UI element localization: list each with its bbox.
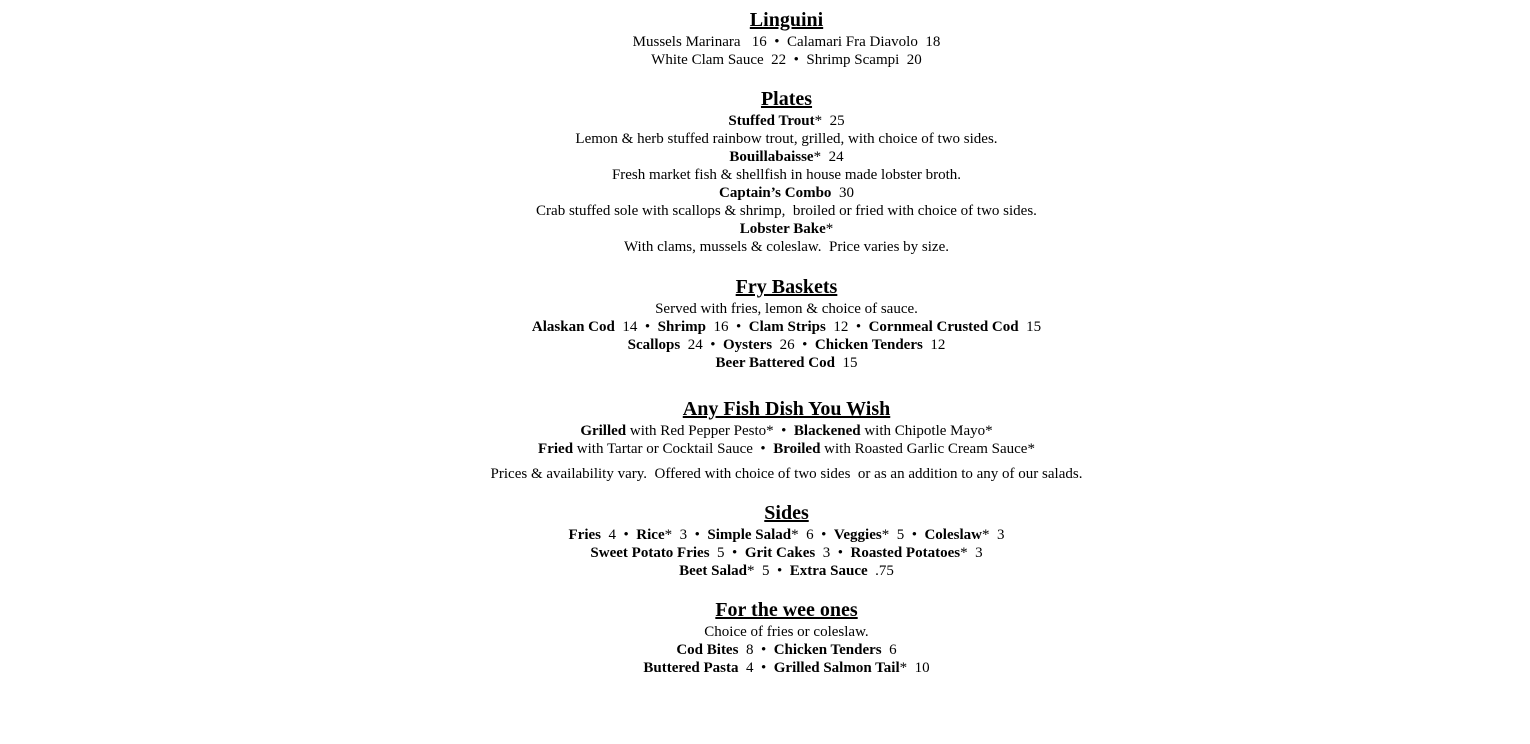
fry-item-name: Beer Battered Cod	[715, 355, 835, 371]
fish-style-sauce: with Red Pepper Pesto*	[626, 423, 774, 439]
plate-item	[0, 112, 1530, 130]
kids-line-1	[0, 641, 1530, 659]
fish-style-name: Grilled	[580, 423, 627, 439]
kids-line-2	[0, 659, 1530, 677]
separator: •	[637, 319, 658, 335]
sides-line-3	[0, 562, 1530, 580]
separator: •	[753, 642, 774, 658]
separator: •	[687, 527, 708, 543]
section-title-sides: Sides	[764, 502, 809, 524]
plate-description: Lemon & herb stuffed rainbow trout, grilled, with choice of two sides.	[575, 131, 998, 147]
fish-style-name: Fried	[538, 441, 574, 457]
kids-intro: Choice of fries or coleslaw.	[704, 624, 869, 640]
fish-style-name: Broiled	[773, 441, 821, 457]
side-price: 5	[709, 545, 725, 561]
side-name: Grit Cakes	[744, 545, 816, 561]
side-name: Simple Salad	[707, 527, 792, 543]
side-price: * 3	[664, 527, 688, 543]
fish-style-sauce: with Tartar or Cocktail Sauce	[573, 441, 753, 457]
side-name: Rice	[636, 527, 665, 543]
fry-item-name: Alaskan Cod	[531, 319, 615, 335]
fry-item-name: Scallops	[627, 337, 681, 353]
section-title-any-fish: Any Fish Dish You Wish	[682, 398, 891, 420]
fry-item-price: 14	[622, 319, 638, 335]
plate-name: Stuffed Trout	[728, 113, 815, 129]
side-name: Fries	[568, 527, 602, 543]
plate-description: Crab stuffed sole with scallops & shrimp, broiled or fried with choice of two sides.	[536, 203, 1037, 219]
separator: •	[724, 545, 745, 561]
section-title-kids: For the wee ones	[715, 599, 858, 621]
fish-style-sauce: with Chipotle Mayo*	[860, 423, 993, 439]
kids-item-price: 6	[881, 642, 897, 658]
sides-line-2	[0, 544, 1530, 562]
kids-item-price: * 10	[899, 660, 930, 676]
separator: •	[773, 423, 794, 439]
any-fish-note: Prices & availability vary. Offered with choice of two sides or as an addition to any of our salads.	[490, 466, 1083, 482]
side-name: Extra Sauce	[789, 563, 868, 579]
separator: •	[848, 319, 869, 335]
side-name: Veggies	[833, 527, 882, 543]
plate-price: * 24	[813, 149, 844, 165]
side-price: 4	[601, 527, 617, 543]
kids-item-name: Buttered Pasta	[643, 660, 739, 676]
plate-name: Lobster Bake	[739, 221, 826, 237]
fry-item-price: 26	[779, 337, 795, 353]
section-title-linguini: Linguini	[749, 9, 824, 31]
fry-baskets-line-1	[0, 318, 1530, 336]
side-name: Coleslaw	[924, 527, 982, 543]
linguini-line-1: Mussels Marinara 16 • Calamari Fra Diavolo 18	[632, 34, 941, 50]
fry-item-price: 16	[713, 319, 729, 335]
side-price: * 3	[960, 545, 983, 561]
plate-description: Fresh market fish & shellfish in house made lobster broth.	[611, 167, 962, 183]
separator: •	[616, 527, 637, 543]
side-price: * 5	[746, 563, 770, 579]
fry-item-price: 12	[930, 337, 946, 353]
side-price: .75	[867, 563, 894, 579]
side-name: Roasted Potatoes	[850, 545, 961, 561]
separator: •	[830, 545, 851, 561]
separator: •	[728, 319, 749, 335]
separator: •	[794, 337, 815, 353]
plate-price: 30	[831, 185, 854, 201]
plate-item	[0, 148, 1530, 166]
side-price: * 3	[981, 527, 1005, 543]
linguini-line-2: White Clam Sauce 22 • Shrimp Scampi 20	[651, 52, 922, 68]
separator: •	[769, 563, 790, 579]
fry-item-price: 12	[833, 319, 849, 335]
any-fish-line-2	[0, 440, 1530, 458]
separator: •	[752, 441, 774, 457]
plate-item	[0, 220, 1530, 238]
fry-item-price: 15	[842, 355, 858, 371]
fry-item-name: Chicken Tenders	[814, 337, 923, 353]
plate-price: *	[825, 221, 834, 237]
fry-item-price: 24	[687, 337, 703, 353]
side-name: Beet Salad	[679, 563, 747, 579]
any-fish-line-1	[0, 422, 1530, 440]
sides-line-1	[0, 526, 1530, 544]
separator: •	[813, 527, 834, 543]
plate-price: * 25	[814, 113, 845, 129]
fry-item-name: Clam Strips	[748, 319, 826, 335]
plate-description: With clams, mussels & coleslaw. Price varies by size.	[623, 239, 949, 255]
kids-item-name: Cod Bites	[676, 642, 739, 658]
kids-item-name: Grilled Salmon Tail	[773, 660, 900, 676]
kids-item-price: 4	[738, 660, 754, 676]
fish-style-sauce: with Roasted Garlic Cream Sauce*	[820, 441, 1035, 457]
side-name: Sweet Potato Fries	[590, 545, 710, 561]
fry-item-price: 15	[1026, 319, 1042, 335]
section-title-plates: Plates	[760, 88, 813, 110]
side-price: 3	[815, 545, 831, 561]
separator: •	[702, 337, 723, 353]
plate-item	[0, 184, 1530, 202]
kids-item-name: Chicken Tenders	[773, 642, 882, 658]
fry-item-name: Cornmeal Crusted Cod	[868, 319, 1019, 335]
section-title-fry-baskets: Fry Baskets	[735, 276, 838, 298]
fry-baskets-line-2	[0, 336, 1530, 354]
fry-baskets-intro: Served with fries, lemon & choice of sauce.	[655, 301, 918, 317]
side-price: * 5	[881, 527, 905, 543]
fry-item-name: Shrimp	[657, 319, 706, 335]
kids-item-price: 8	[738, 642, 754, 658]
separator: •	[904, 527, 925, 543]
fry-baskets-line-3	[0, 354, 1530, 372]
separator: •	[753, 660, 774, 676]
plate-name: Captain’s Combo	[719, 185, 832, 201]
fish-style-name: Blackened	[793, 423, 861, 439]
plate-name: Bouillabaisse	[729, 149, 814, 165]
side-price: * 6	[791, 527, 814, 543]
fry-item-name: Oysters	[722, 337, 773, 353]
